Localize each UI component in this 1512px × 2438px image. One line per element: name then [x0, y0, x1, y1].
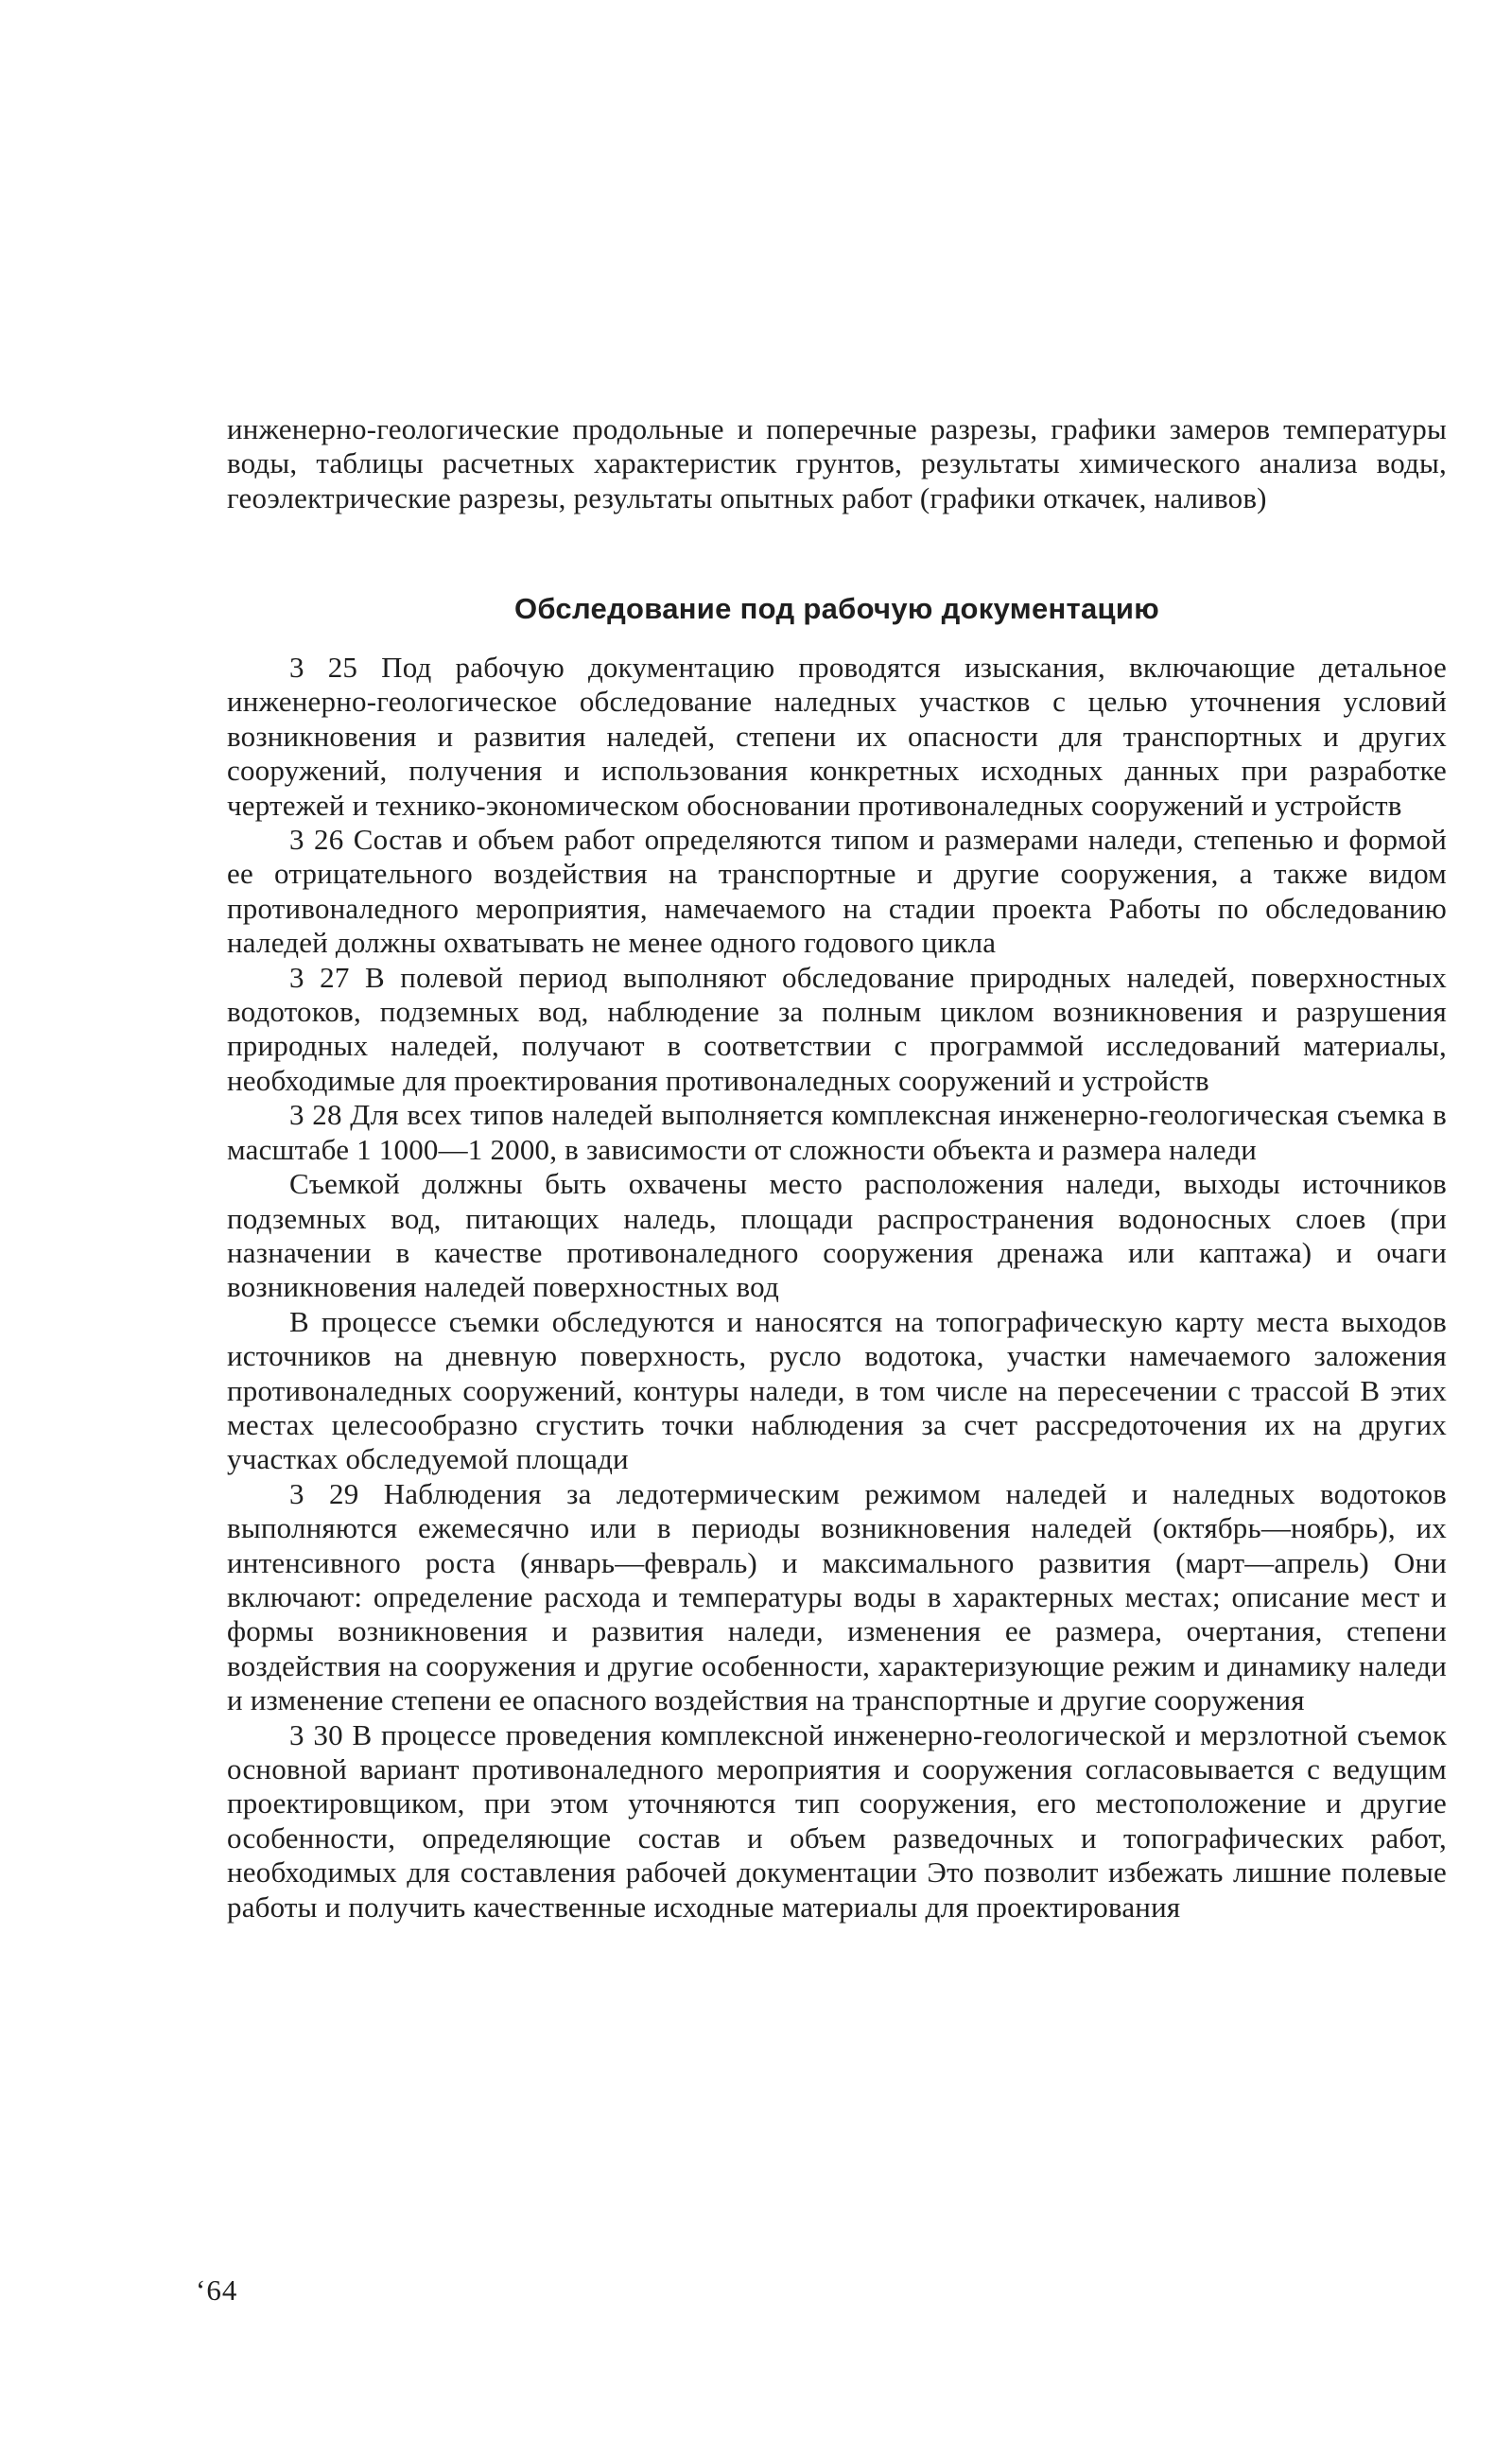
paragraph-3-27: 3 27 В полевой период выполняют обследование природных наледей, поверхностных водотоков, подземных вод, наблюдение за полным циклом возникновения и разрушения природных наледей, получают в соответствии с программой исследований материалы, необходимые для проектирования противоналедных сооружений и устройств — [227, 960, 1447, 1097]
paragraph-3-25: 3 25 Под рабочую документацию проводятся изыскания, включающие детальное инженерно-геологическое обследование наледных участков с целью уточнения условий возникновения и развития наледей, степени их опасности для транспортных и других сооружений, получения и использования конкретных исходных данных при разработке чертежей и технико-экономическом обосновании противоналедных сооружений и устройств — [227, 651, 1447, 822]
section-body — [227, 651, 1447, 1924]
paragraph-survey-coverage: Съемкой должны быть охвачены место расположения наледи, выходы источников подземных вод, питающих наледь, площади распространения водоносных слоев (при назначении в качестве противоналедного сооружения дренажа или каптажа) и очаги возникновения наледей поверхностных вод — [227, 1167, 1447, 1304]
page-number: ‘64 — [196, 2273, 238, 2307]
paragraph-3-26: 3 26 Состав и объем работ определяются типом и размерами наледи, степенью и формой ее отрицательного воздействия на транспортные и другие сооружения, а также видом противоналедного мероприятия, намечаемого на стадии проекта Работы по обследованию наледей должны охватывать не менее одного годового цикла — [227, 823, 1447, 960]
intro-paragraph: инженерно-геологические продольные и поперечные разрезы, графики замеров температуры воды, таблицы расчетных характеристик грунтов, результаты химического анализа воды, геоэлектрические разрезы, результаты опытных работ (графики откачек, наливов) — [227, 412, 1447, 514]
paragraph-survey-process: В процессе съемки обследуются и наносятся на топографическую карту места выходов источников на дневную поверхность, русло водотока, участки намечаемого заложения противоналедных сооружений, контуры наледи, в том числе на пересечении с трассой В этих местах целесообразно сгустить точки наблюдения за счет рассредоточения их на других участках обследуемой площади — [227, 1304, 1447, 1476]
paragraph-3-28: 3 28 Для всех типов наледей выполняется комплексная инженерно-геологическая съемка в масштабе 1 1000—1 2000, в зависимости от сложности объекта и размера наледи — [227, 1098, 1447, 1166]
section-heading: Обследование под рабочую документацию — [513, 592, 1160, 625]
paragraph-3-30: 3 30 В процессе проведения комплексной инженерно-геологической и мерзлотной съемок основной вариант противоналедного мероприятия и сооружения согласовывается с ведущим проектировщиком, при этом уточняются тип сооружения, его местоположение и другие особенности, определяющие состав и объем разведочных и топографических работ, необходимых для составления рабочей документации Это позволит избежать лишние полевые работы и получить качественные исходные материалы для проектирования — [227, 1717, 1447, 1924]
paragraph-3-29: 3 29 Наблюдения за ледотермическим режимом наледей и наледных водотоков выполняются ежемесячно или в периоды возникновения наледей (октябрь—ноябрь), их интенсивного роста (январь—февраль) и максимального развития (март—апрель) Они включают: определение расхода и температуры воды в характерных местах; описание мест и формы возникновения и развития наледи, изменения ее размера, очертания, степени воздействия на сооружения и другие особенности, характеризующие режим и динамику наледи и изменение степени ее опасного воздействия на транспортные и другие сооружения — [227, 1476, 1447, 1717]
